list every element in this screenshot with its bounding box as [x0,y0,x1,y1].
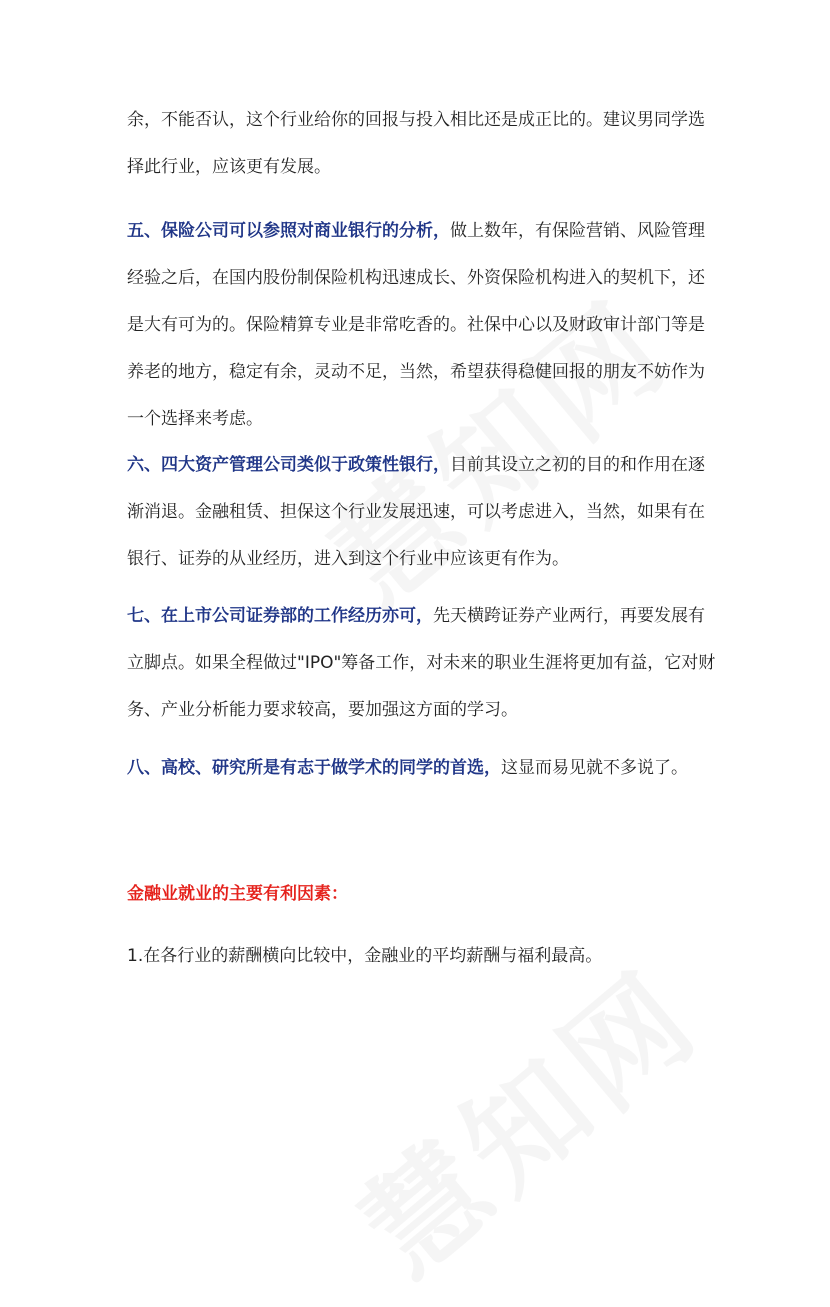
paragraph-heading: 七、在上市公司证券部的工作经历亦可， [127,606,433,626]
paragraph-securities-dept [127,593,717,734]
paragraph-heading: 五、保险公司可以参照对商业银行的分析， [127,221,450,241]
paragraph-continuation [127,97,717,191]
paragraph-body: 余，不能否认，这个行业给你的回报与投入相比还是成正比的。建议男同学选择此行业，应该更有发展。 [127,110,705,177]
paragraph-heading: 六、四大资产管理公司类似于政策性银行， [127,455,450,475]
section-title: 金融业就业的主要有利因素： [127,884,348,904]
paragraph-heading: 八、高校、研究所是有志于做学术的同学的首选， [127,758,501,778]
paragraph-insurance [127,208,717,443]
paragraph-academia [127,745,717,792]
paragraph-asset-management [127,442,717,583]
paragraph-body: 先天横跨证券产业两行，再要发展有立脚点。如果全程做过"IPO"筹备工作，对未来的职业生涯将更加有益，它对财务、产业分析能力要求较高，要加强这方面的学习。 [127,606,716,720]
list-item: 1.在各行业的薪酬横向比较中，金融业的平均薪酬与福利最高。 [127,946,603,966]
paragraph-body: 目前其设立之初的目的和作用在逐渐消退。金融租赁、担保这个行业发展迅速，可以考虑进入，当然，如果有在银行、证券的从业经历，进入到这个行业中应该更有作为。 [127,455,705,569]
paragraph-body: 这显而易见就不多说了。 [501,758,688,778]
watermark [320,925,729,1307]
paragraph-body: 做上数年，有保险营销、风险管理经验之后，在国内股份制保险机构迅速成长、外资保险机构进入的契机下，还是大有可为的。保险精算专业是非常吃香的。社保中心以及财政审计部门等是养老的地方，稳定有余，灵动不足，当然，希望获得稳健回报的朋友不妨作为一个选择来考虑。 [127,221,705,429]
